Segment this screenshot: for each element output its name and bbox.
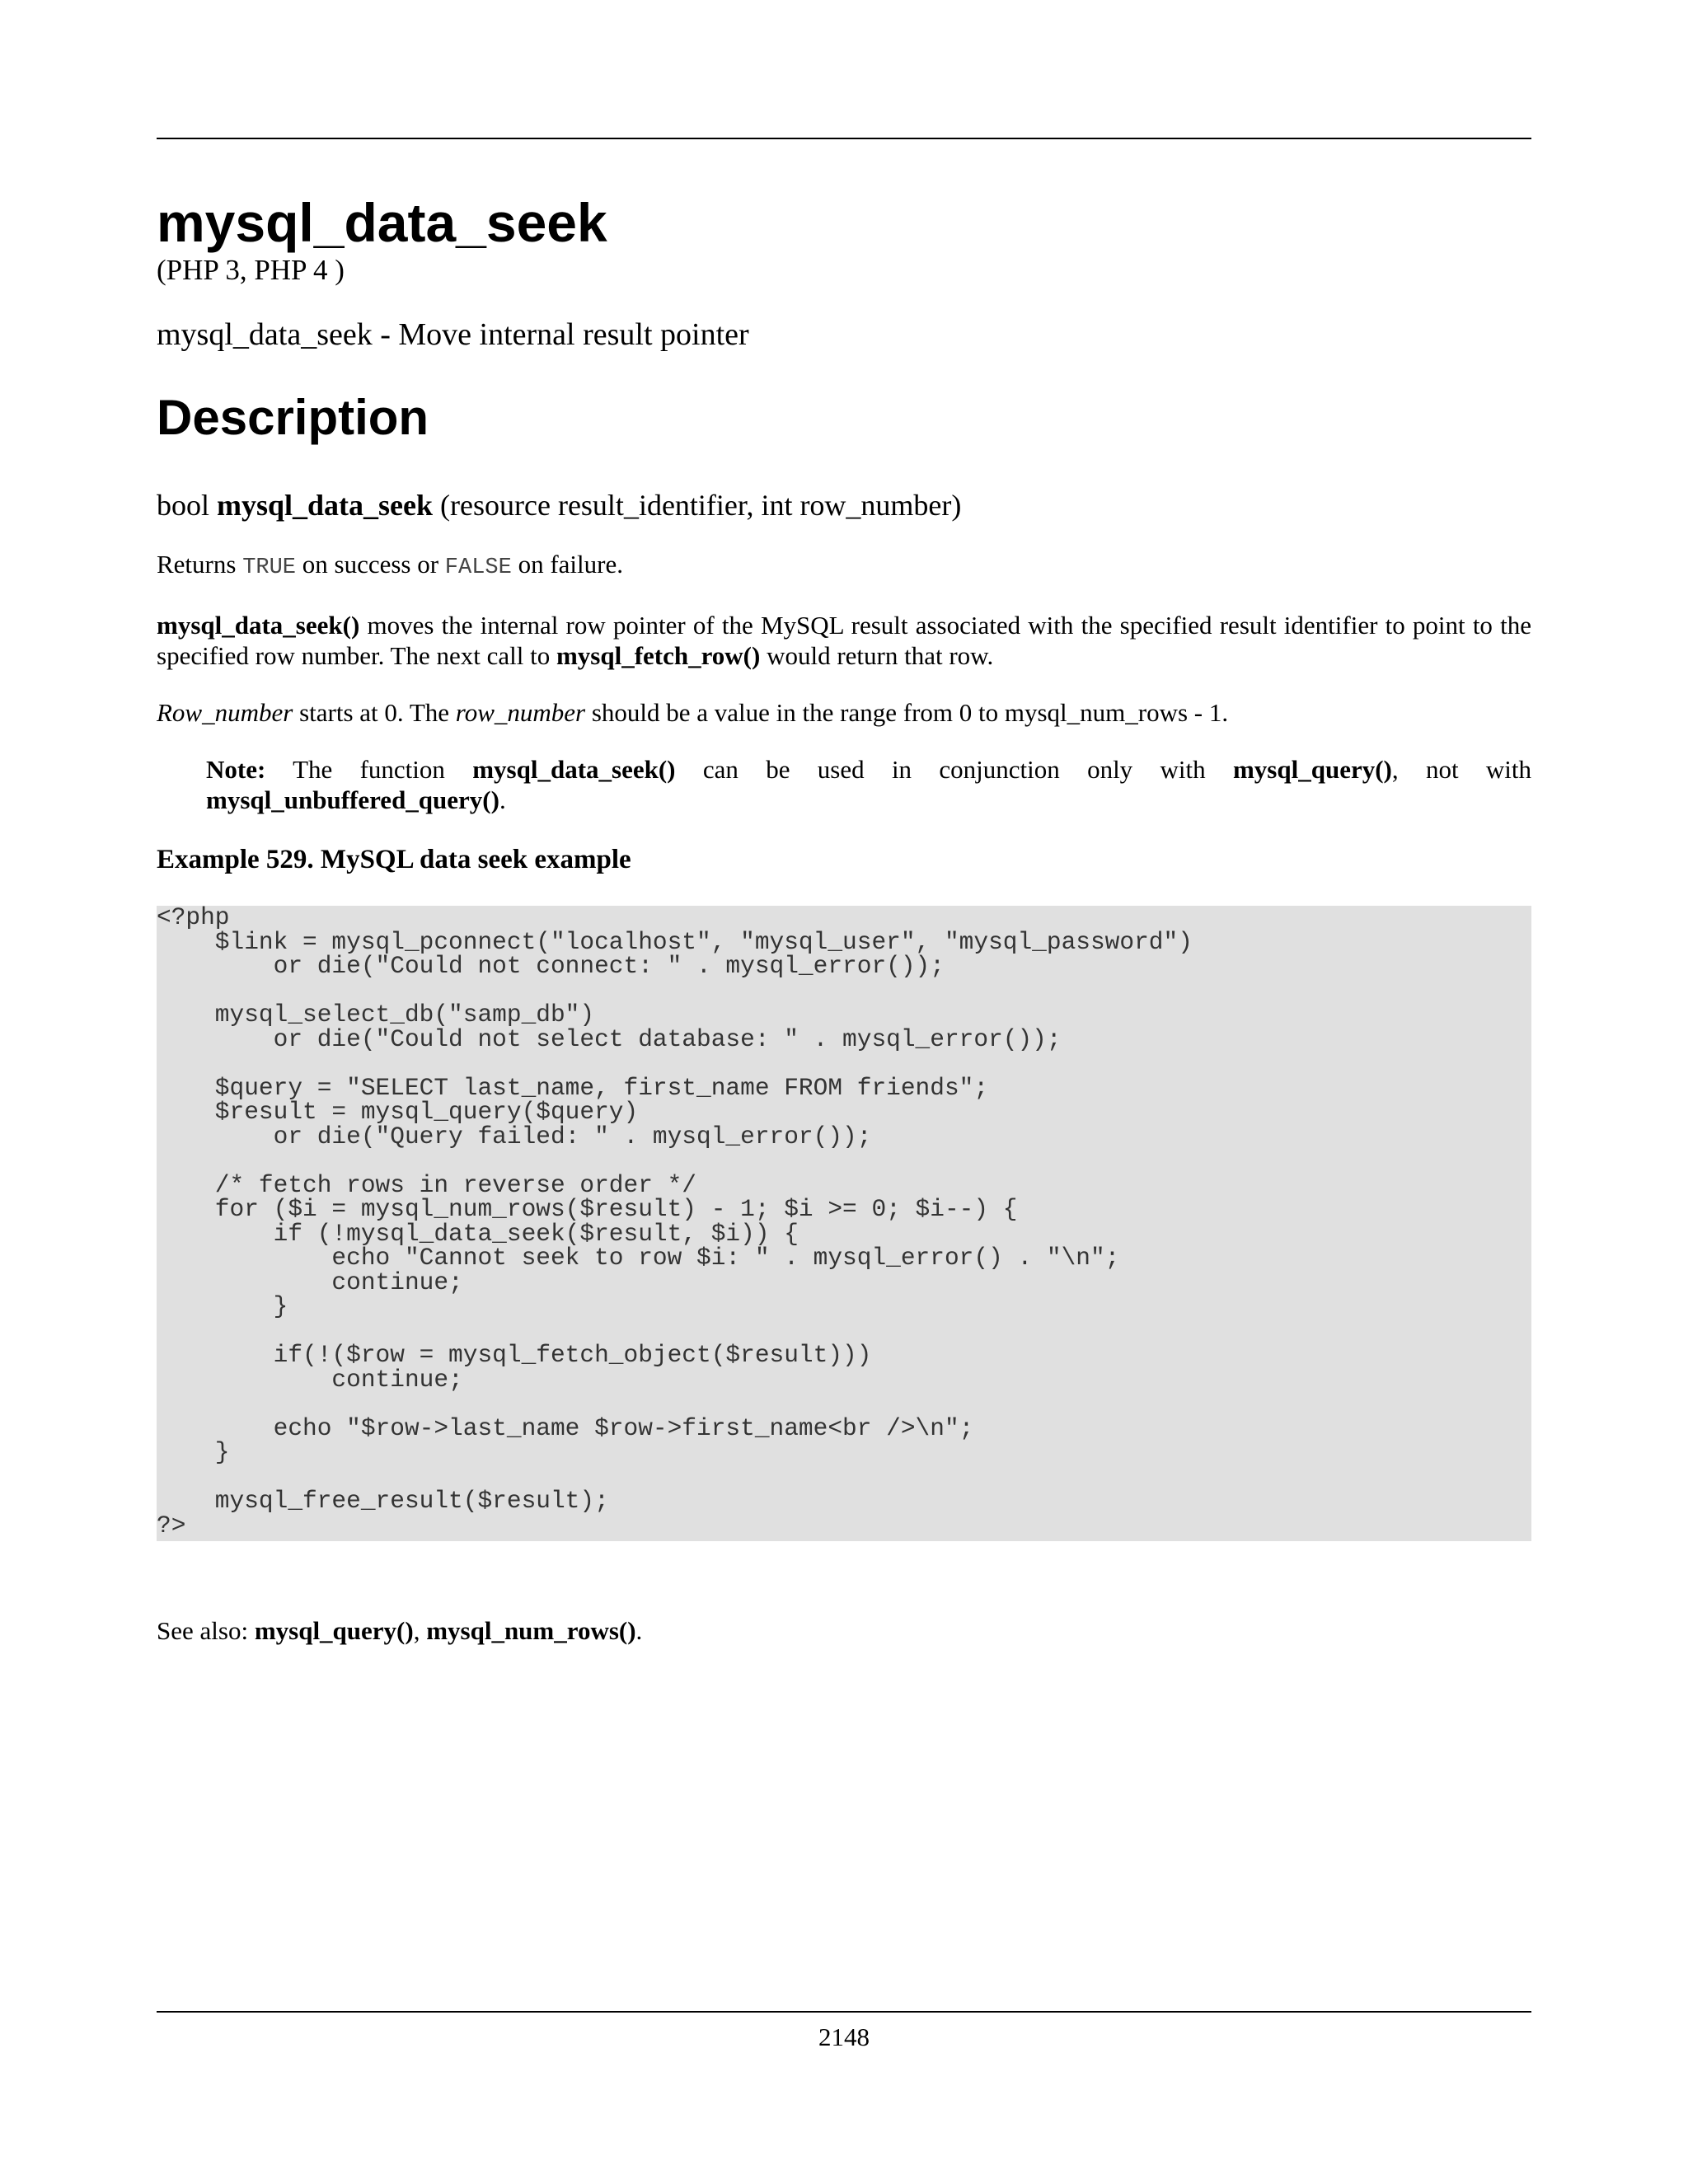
function-synopsis — [157, 488, 1531, 523]
code-line: $result = mysql_query($query) — [157, 1098, 639, 1126]
code-line: ?> — [157, 1511, 186, 1540]
code-line: continue; — [157, 1365, 463, 1394]
true-constant: TRUE — [242, 555, 296, 580]
function-purpose: mysql_data_seek - Move internal result pointer — [157, 317, 749, 352]
section-heading-description: Description — [157, 390, 429, 445]
code-line: or die("Could not connect: " . mysql_error()); — [157, 952, 945, 980]
code-line: continue; — [157, 1268, 463, 1296]
see-also-mysql-query: mysql_query() — [254, 1616, 414, 1645]
code-line: } — [157, 1438, 230, 1466]
description-text-2: would return that row. — [760, 641, 994, 670]
description-paragraph — [157, 610, 1531, 671]
code-line — [157, 1319, 1531, 1344]
note-text-2: can be used in conjunction only with — [675, 755, 1233, 784]
note-label: Note: — [206, 755, 266, 784]
code-line: $query = "SELECT last_name, first_name FROM friends"; — [157, 1073, 989, 1102]
see-also-label: See also: — [157, 1616, 255, 1645]
description-text-1: moves the internal row pointer of the MySQL result associated with the specified result identifier to point to the specified row number. The next call to — [157, 611, 1531, 670]
code-line — [157, 1052, 1531, 1076]
note-func-data-seek: mysql_data_seek() — [472, 755, 676, 784]
code-line — [157, 1392, 1531, 1417]
code-line — [157, 1149, 1531, 1174]
header-rule — [157, 138, 1531, 139]
code-line: } — [157, 1292, 288, 1320]
page-number: 2148 — [818, 2022, 870, 2051]
note-func-unbuffered-query: mysql_unbuffered_query() — [206, 785, 499, 814]
page-content — [157, 191, 1531, 1646]
code-line — [157, 1465, 1531, 1490]
example-title: Example 529. MySQL data seek example — [157, 845, 631, 874]
note-func-query: mysql_query() — [1232, 755, 1392, 784]
returns-middle: on success or — [302, 550, 439, 579]
code-line: <?php — [157, 903, 230, 931]
returns-suffix: on failure. — [518, 550, 623, 579]
false-constant: FALSE — [444, 555, 512, 580]
code-line: if(!($row = mysql_fetch_object($result))) — [157, 1341, 872, 1369]
see-also-end: . — [635, 1616, 643, 1645]
code-line — [157, 979, 1531, 1004]
func-ref-fetch-row: mysql_fetch_row() — [556, 641, 761, 670]
code-line: if (!mysql_data_seek($result, $i)) { — [157, 1219, 799, 1248]
code-line: $link = mysql_pconnect("localhost", "mysql_user", "mysql_password") — [157, 927, 1193, 956]
see-also-mysql-num-rows: mysql_num_rows() — [426, 1616, 636, 1645]
synopsis-function-name: mysql_data_seek — [217, 489, 434, 522]
page-title: mysql_data_seek — [157, 192, 607, 253]
func-ref-data-seek: mysql_data_seek() — [157, 611, 360, 640]
code-line: mysql_select_db("samp_db") — [157, 1001, 595, 1029]
code-line: for ($i = mysql_num_rows($result) - 1; $i >= 0; $i--) { — [157, 1195, 1018, 1223]
returns-prefix: Returns — [157, 550, 237, 579]
version-info: (PHP 3, PHP 4 ) — [157, 254, 345, 286]
code-line: /* fetch rows in reverse order */ — [157, 1170, 697, 1199]
note-text-1: The function — [265, 755, 473, 784]
see-also — [157, 1615, 1531, 1646]
param-row-number-2: row_number — [455, 698, 586, 727]
code-line: echo "Cannot seek to row $i: " . mysql_error() . "\n"; — [157, 1244, 1120, 1272]
param-row-number-1: Row_number — [157, 698, 293, 727]
returns-paragraph — [157, 549, 1531, 583]
code-line: or die("Query failed: " . mysql_error()); — [157, 1122, 872, 1151]
row-number-paragraph — [157, 697, 1531, 728]
synopsis-params: (resource result_identifier, int row_number) — [440, 489, 962, 522]
code-line: mysql_free_result($result); — [157, 1487, 609, 1515]
code-line: or die("Could not select database: " . mysql_error()); — [157, 1024, 1062, 1053]
note-block — [206, 754, 1531, 815]
see-also-separator: , — [413, 1616, 427, 1645]
note-text-4: . — [499, 785, 506, 814]
code-example — [157, 903, 1531, 1541]
row-number-text-1: starts at 0. The — [293, 698, 456, 727]
row-number-text-2: should be a value in the range from 0 to mysql_num_rows - 1. — [585, 698, 1229, 727]
code-line: echo "$row->last_name $row->first_name<br />\n"; — [157, 1413, 974, 1442]
synopsis-return-type: bool — [157, 489, 210, 522]
note-text-3: , not with — [1391, 755, 1531, 784]
